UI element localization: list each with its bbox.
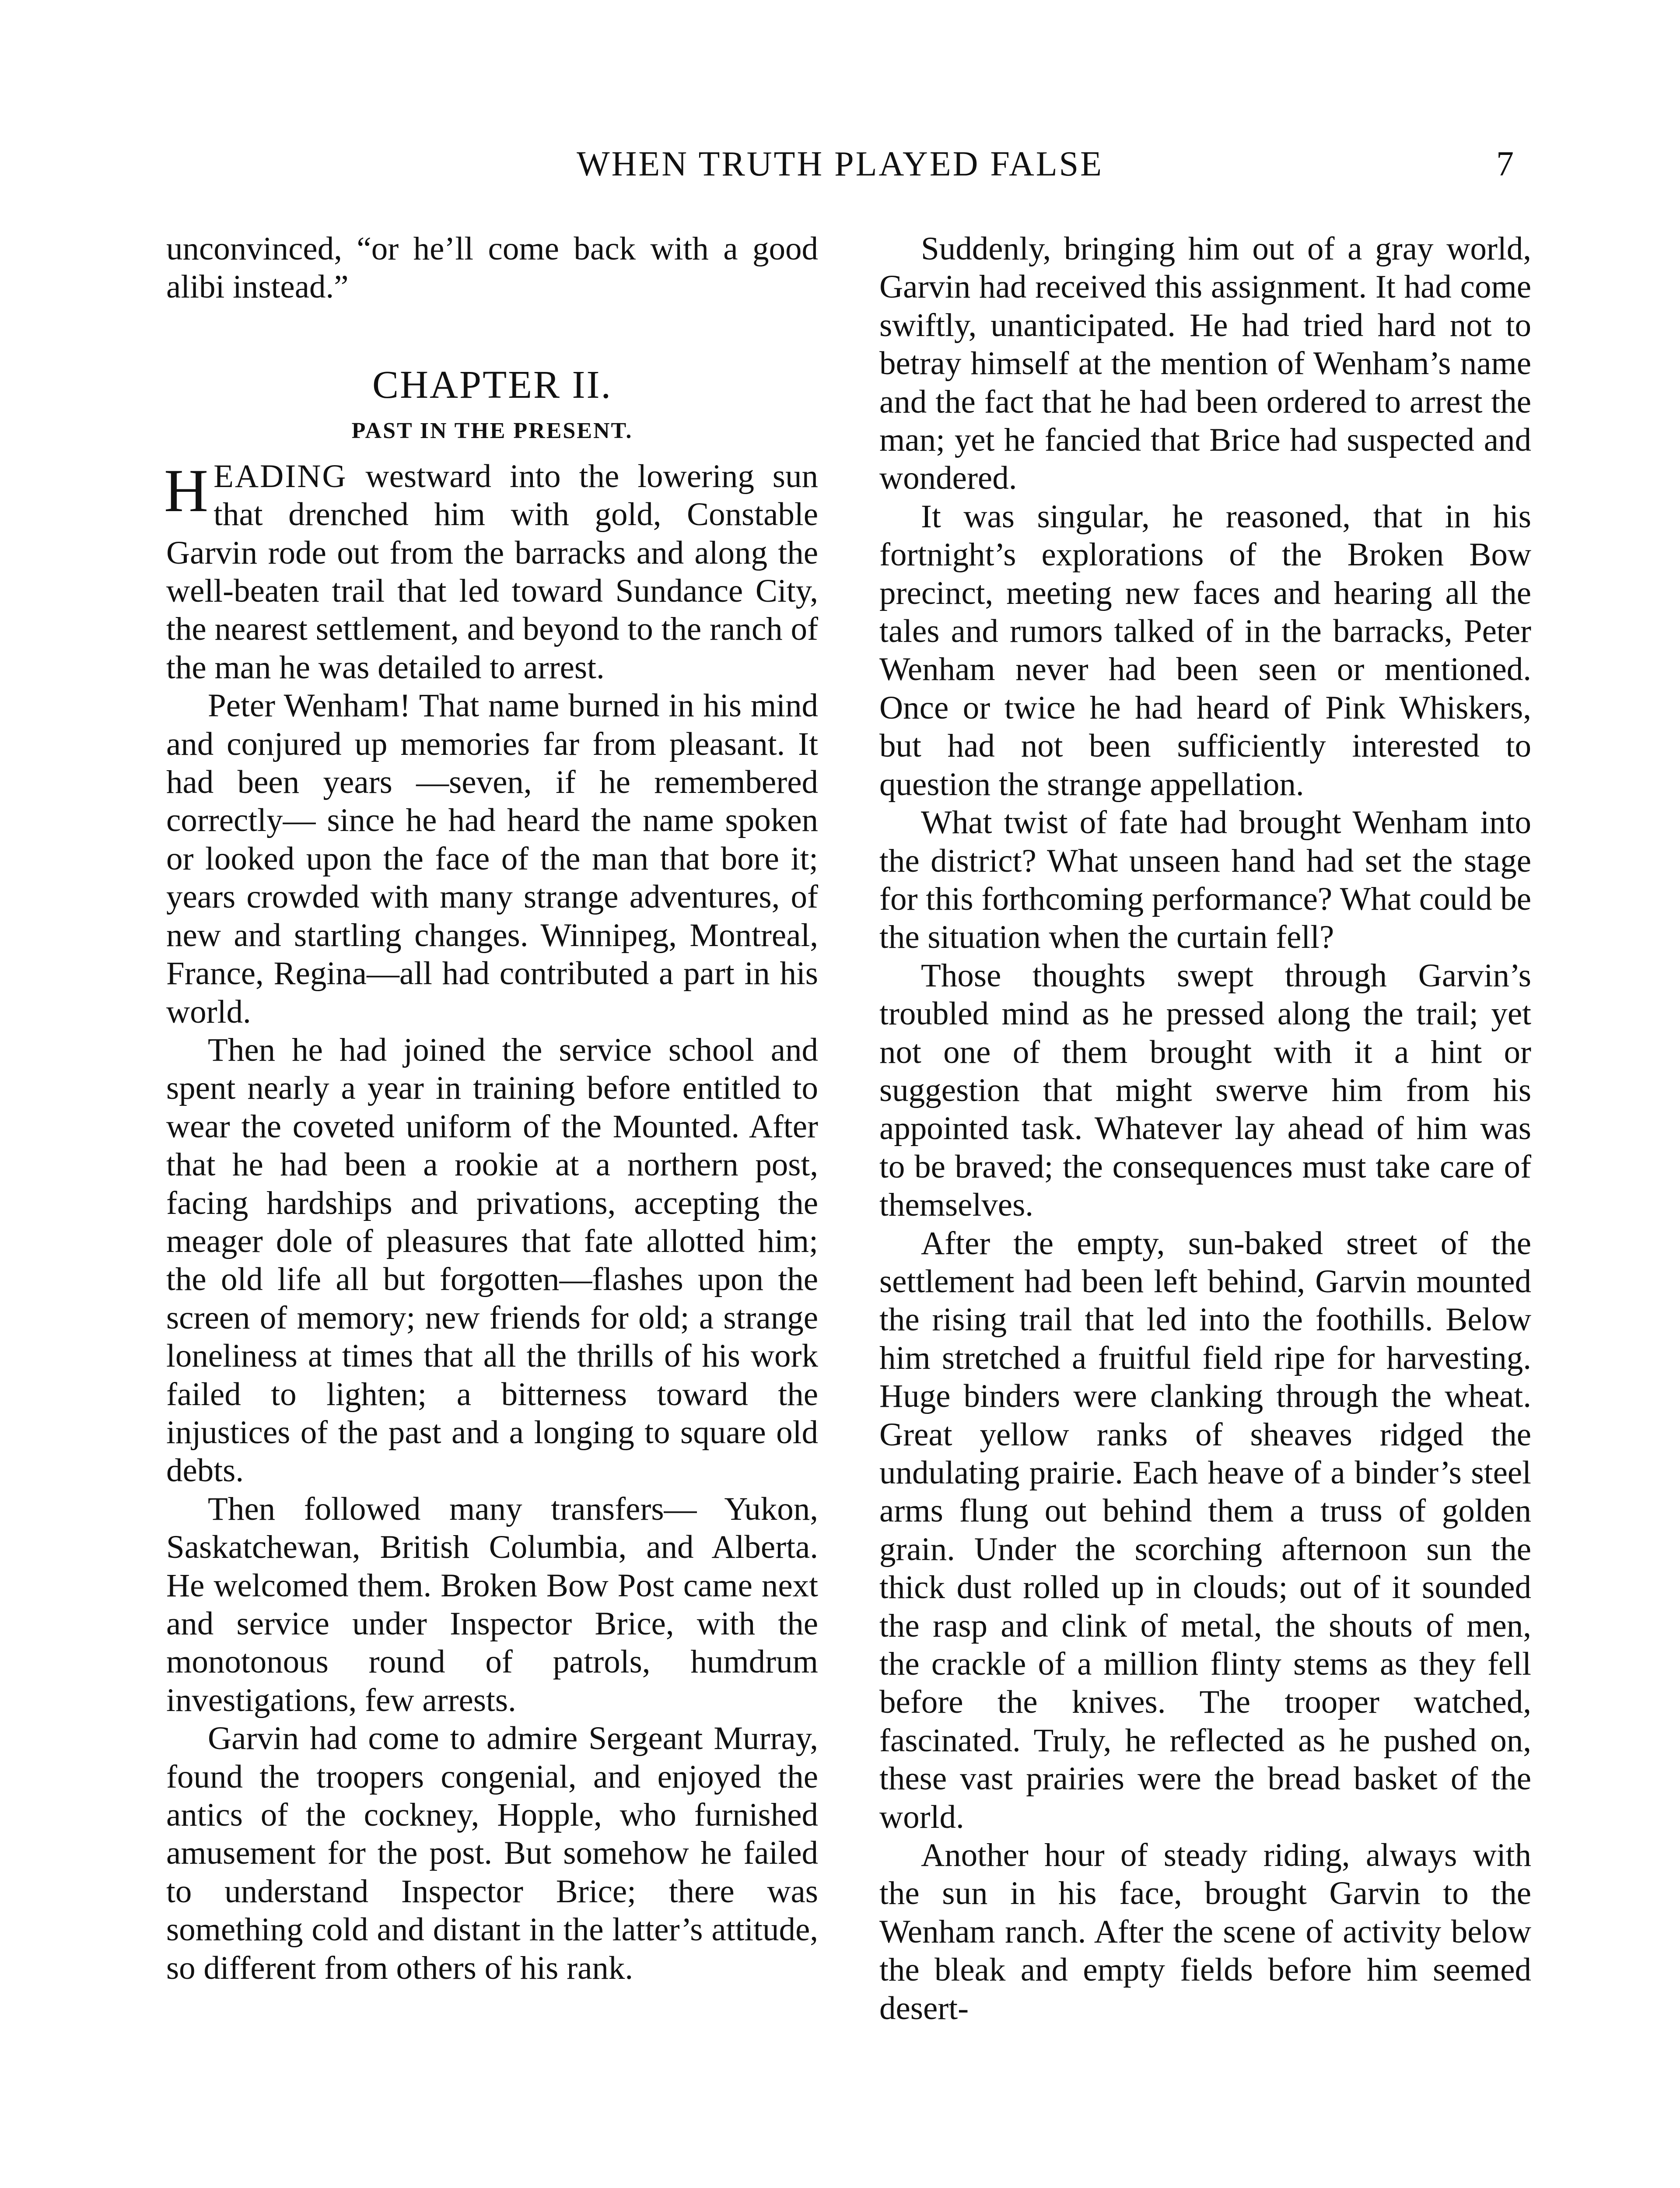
left-column	[166, 230, 818, 1987]
chapter-subtitle: PAST IN THE PRESENT.	[351, 418, 633, 443]
right-column	[879, 230, 1531, 2027]
paragraph: It was singular, he reasoned, that in his fortnight’s explorations of the Broken Bow precinct, meeting new faces and hearing all the tales and rumors talked of in the barracks, Peter Wenham never had been seen or mentioned. Once or twice he had heard of Pink Whiskers, but had not been sufficiently interested to question the strange appellation.	[879, 498, 1531, 803]
paragraph: Then he had joined the service school and spent nearly a year in training before entitled to wear the coveted uniform of the Mounted. After that he had been a rookie at a northern post, facing hardships and privations, accepting the meager dole of pleasures that fate allotted him; the old life all but forgotten—flashes upon the screen of memory; new friends for old; a strange loneliness at times that all the thrills of his work failed to lighten; a bitterness toward the injustices of the past and a longing to square old debts.	[166, 1031, 818, 1489]
chapter-first-paragraph	[166, 457, 818, 687]
first-word: EADING	[214, 458, 347, 494]
chapter-title: CHAPTER II.	[372, 363, 612, 407]
drop-cap: H	[164, 456, 209, 525]
paragraph: Then followed many transfers— Yukon, Saskatchewan, British Columbia, and Alberta. He welcomed them. Broken Bow Post came next and service under Inspector Brice, with the monotonous round of patrols, humdrum investigations, few arrests.	[166, 1490, 818, 1718]
paragraph: Another hour of steady riding, always with the sun in his face, brought Garvin to the Wenham ranch. After the scene of activity below the bleak and empty fields before him seemed desert-	[879, 1837, 1531, 2027]
paragraph: What twist of fate had brought Wenham into the district? What unseen hand had set the stage for this forthcoming performance? What could be the situation when the curtain fell?	[879, 804, 1531, 956]
paragraph: After the empty, sun-baked street of the settlement had been left behind, Garvin mounted the rising trail that led into the foothills. Below him stretched a fruitful field ripe for harvesting. Huge binders were clanking through the wheat. Great yellow ranks of sheaves ridged the undulating prairie. Each heave of a binder’s steel arms flung out behind them a truss of golden grain. Under the scorching afternoon sun the thick dust rolled up in clouds; out of it sounded the rasp and clink of metal, the shouts of men, the crackle of a million flinty stems as they fell before the knives. The trooper watched, fascinated. Truly, he reflected as he pushed on, these vast prairies were the bread basket of the world.	[879, 1225, 1531, 1835]
paragraph: Suddenly, bringing him out of a gray world, Garvin had received this assignment. It had come swiftly, unanticipated. He had tried hard not to betray himself at the mention of Wenham’s name and the fact that he had been ordered to arrest the man; yet he fancied that Brice had suspected and wondered.	[879, 231, 1531, 497]
paragraph: Peter Wenham! That name burned in his mind and conjured up memories far from pleasant. It had been years —seven, if he remembered correctly— since he had heard the name spoken or looked upon the face of the man that bore it; years crowded with many strange adventures, of new and startling changes. Winnipeg, Montreal, France, Regina—all had contributed a part in his world.	[166, 687, 818, 1030]
first-paragraph-text: westward into the lowering sun that drenched him with gold, Constable Garvin rode out from the barracks and along the well-beaten trail that led toward Sundance City, the nearest settlement, and beyond to the ranch of the man he was detailed to arrest.	[166, 458, 818, 686]
paragraph: Those thoughts swept through Garvin’s troubled mind as he pressed along the trail; yet not one of them brought with it a hint or suggestion that might swerve him from his appointed task. Whatever lay ahead of him was to be braved; the consequences must take care of themselves.	[879, 957, 1531, 1224]
paragraph: Garvin had come to admire Sergeant Murray, found the troopers congenial, and enjoyed the antics of the cockney, Hopple, who furnished amusement for the post. But somehow he failed to understand Inspector Brice; there was something cold and distant in the latter’s attitude, so different from others of his rank.	[166, 1720, 818, 1986]
running-title: WHEN TRUTH PLAYED FALSE	[577, 145, 1103, 183]
page-number: 7	[1496, 145, 1514, 183]
continued-paragraph: unconvinced, “or he’ll come back with a good alibi instead.”	[166, 231, 818, 305]
page-header	[166, 144, 1514, 210]
